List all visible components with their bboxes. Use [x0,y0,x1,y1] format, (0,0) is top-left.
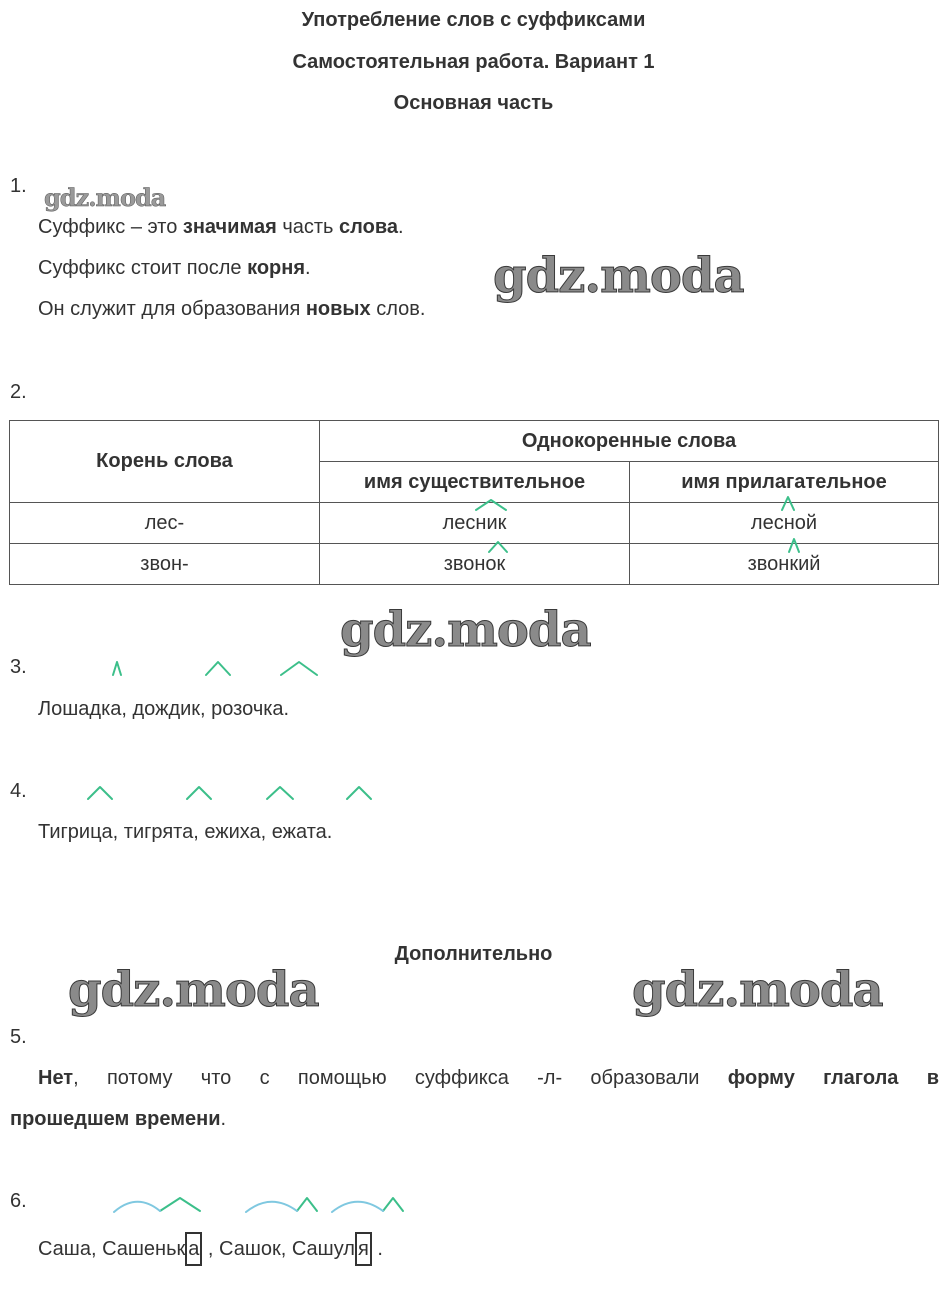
suffix-mark-icon [297,1198,317,1211]
adj-header: имя прилагательное [630,462,939,503]
suffix-mark-icon [206,662,230,675]
suffix-mark-icon [267,787,293,799]
root-header: Корень слова [10,421,320,503]
noun-cell: звонок [320,544,630,585]
task-5-line-2: прошедшем времени. [10,1108,227,1130]
root-arc-icon [332,1202,383,1212]
task-1-line-3: Он служит для образования новых слов. [38,298,426,320]
task-4-number: 4. [10,780,27,802]
root-arc-icon [246,1202,297,1212]
root-arc-icon [114,1202,160,1212]
task-5-number: 5. [10,1026,27,1048]
task-1-line-1: Суффикс – это значимая часть слова. [38,216,404,238]
root-cell: звон- [10,544,320,585]
watermark: gdz.moda [340,602,591,658]
suffix-mark-icon [160,1198,200,1211]
roots-table [9,420,939,585]
section-title: Основная часть [393,92,554,114]
ending-box: а [185,1232,202,1266]
adj-cell: звонкий [630,544,939,585]
root-cell: лес- [10,503,320,544]
suffix-mark-icon [113,662,121,675]
task-2-number: 2. [10,381,27,403]
suffix-mark-icon [281,662,317,675]
ending-box: я [355,1232,372,1266]
task-6-text: Саша, Сашеньк а , Сашок, Сашул я . [38,1232,383,1266]
watermark: gdz.moda [68,962,319,1018]
task-5-line-1: Нет, потому что с помощью суффикса -л- образовали форму глагола в [38,1067,939,1089]
task-6-number: 6. [10,1190,27,1212]
table-row [10,503,939,544]
page-title: Употребление слов с суффиксами [301,9,646,31]
group-header: Однокоренные слова [320,421,939,462]
task-1-number: 1. [10,175,27,197]
watermark: gdz.moda [44,183,166,212]
watermark: gdz.moda [632,962,883,1018]
page-subtitle: Самостоятельная работа. Вариант 1 [292,51,655,73]
noun-cell: лесник [320,503,630,544]
suffix-mark-icon [88,787,112,799]
task-1-line-2: Суффикс стоит после корня. [38,257,311,279]
adj-cell: лесной [630,503,939,544]
task-4-text: Тигрица, тигрята, ежиха, ежата. [38,821,333,843]
extra-title: Дополнительно [394,943,553,965]
suffix-mark-icon [347,787,371,799]
suffix-mark-icon [187,787,211,799]
task-3-number: 3. [10,656,27,678]
task-3-text: Лошадка, дождик, розочка. [38,698,290,720]
watermark: gdz.moda [493,248,744,304]
noun-header: имя существительное [320,462,630,503]
suffix-mark-icon [383,1198,403,1211]
table-row [10,544,939,585]
